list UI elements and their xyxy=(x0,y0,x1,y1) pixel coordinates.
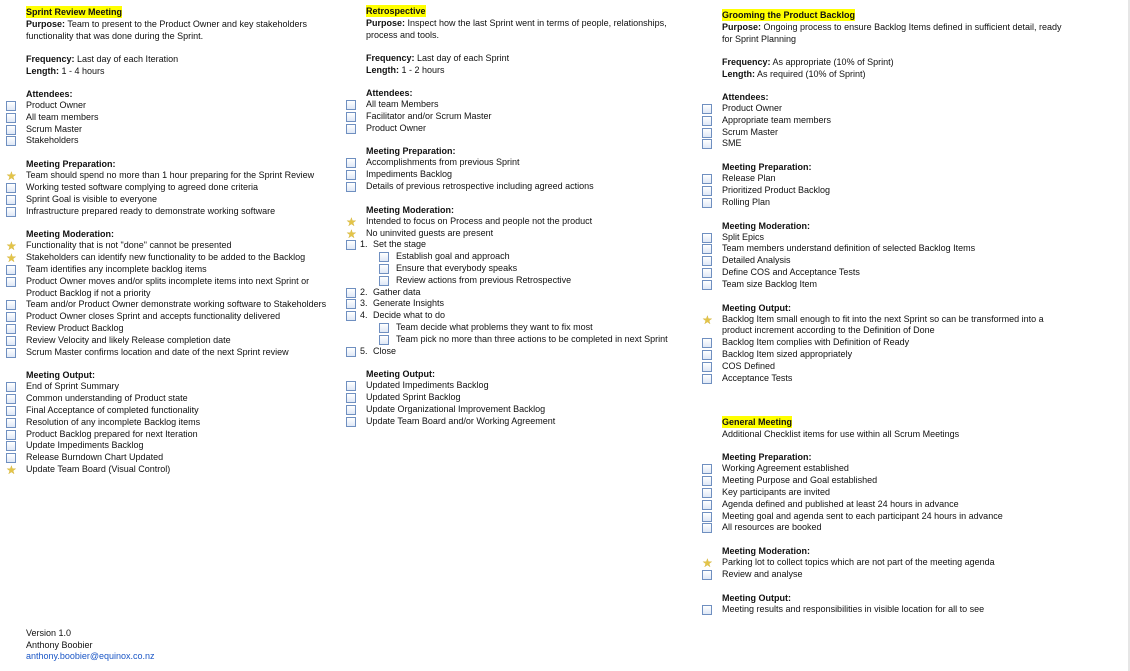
checklist-item[interactable] xyxy=(702,373,1122,385)
purpose-label: Purpose: xyxy=(722,22,762,32)
star-icon: ★ xyxy=(6,462,17,477)
checklist-item-text: Stakeholders xyxy=(26,135,79,146)
checklist-item[interactable] xyxy=(702,557,1122,569)
star-icon: ★ xyxy=(346,226,357,241)
checklist-item-text: Scrum Master confirms location and date of the next Sprint review xyxy=(26,346,289,357)
checkbox-icon[interactable] xyxy=(6,207,16,217)
section-heading-meeting-moderation: Meeting Moderation: xyxy=(26,229,114,240)
section-heading-meeting-preparation: Meeting Preparation: xyxy=(366,146,456,157)
checklist-item[interactable] xyxy=(702,267,1122,279)
checkbox-icon[interactable] xyxy=(702,244,712,254)
frequency-label: Frequency: xyxy=(366,53,415,63)
checklist-item-text: Product Owner xyxy=(722,103,783,113)
section-heading-meeting-preparation: Meeting Preparation: xyxy=(722,162,812,173)
checklist-item[interactable] xyxy=(6,323,342,335)
checklist-item-text: Acceptance Tests xyxy=(722,372,793,383)
document-footer xyxy=(26,628,155,663)
checkbox-icon[interactable] xyxy=(346,124,356,134)
checklist-item[interactable] xyxy=(6,417,342,429)
section-heading-meeting-output: Meeting Output: xyxy=(722,302,791,313)
checklist-item[interactable] xyxy=(6,452,342,464)
checklist-item[interactable] xyxy=(6,240,342,252)
checkbox-icon[interactable] xyxy=(702,570,712,580)
checklist-item-text: Split Epics xyxy=(722,231,765,242)
spacer xyxy=(702,45,1122,56)
checklist-item[interactable] xyxy=(6,252,342,264)
checklist-item[interactable] xyxy=(6,347,342,359)
checklist-item[interactable] xyxy=(702,475,1122,487)
section-heading-meeting-output: Meeting Output: xyxy=(722,592,791,603)
checklist-item[interactable] xyxy=(346,275,696,287)
checklist-item[interactable] xyxy=(346,169,696,181)
checkbox-icon[interactable] xyxy=(702,374,712,384)
length-text: Length: 1 - 2 hours xyxy=(366,65,445,75)
checklist-item[interactable] xyxy=(346,157,696,169)
author-email-link[interactable]: anthony.boobier@equinox.co.nz xyxy=(26,651,155,661)
purpose-label: Purpose: xyxy=(26,19,66,29)
checklist-item-text: product increment according to the Definition of Done xyxy=(722,325,935,336)
checklist-item-text: Key participants are invited xyxy=(722,486,831,497)
checklist-item[interactable] xyxy=(702,337,1122,349)
length-label: Length: xyxy=(722,69,755,79)
checklist-item-text: Product Owner closes Sprint and accepts functionality delivered xyxy=(26,311,281,322)
checkbox-icon[interactable] xyxy=(346,158,356,168)
checklist-item[interactable] xyxy=(6,393,342,405)
checklist-item-text: Product Owner moves and/or splits incomplete items into next Sprint or xyxy=(26,275,310,286)
retrospective-column xyxy=(346,5,696,428)
checkbox-icon[interactable] xyxy=(702,174,712,184)
checklist-item-text: COS Defined xyxy=(722,360,776,371)
checkbox-icon[interactable] xyxy=(702,128,712,138)
checklist-item[interactable] xyxy=(6,299,342,311)
card-title: Sprint Review Meeting xyxy=(26,7,123,17)
checklist-item-text: Stakeholders can identify new functionality to be added to the Backlog xyxy=(26,252,306,263)
checklist-item[interactable] xyxy=(6,100,342,112)
checklist-item[interactable] xyxy=(702,511,1122,523)
purpose-text-cont: process and tools. xyxy=(366,30,440,40)
checklist-item-text: Update Impediments Backlog xyxy=(26,440,144,451)
checkbox-icon[interactable] xyxy=(702,198,712,208)
step-number: 1. xyxy=(360,239,368,250)
checklist-item-text: Update Team Board (Visual Control) xyxy=(26,463,171,474)
checkbox-icon[interactable] xyxy=(6,113,16,123)
checkbox-icon[interactable] xyxy=(6,324,16,334)
checklist-item-text: Parking lot to collect topics which are not part of the meeting agenda xyxy=(722,557,995,568)
checklist-item-text: Decide what to do xyxy=(373,310,446,321)
purpose-text: Purpose: Ongoing process to ensure Backlog Items defined in sufficient detail, ready xyxy=(722,22,1062,32)
checkbox-icon[interactable] xyxy=(702,488,712,498)
star-icon: ★ xyxy=(6,251,17,266)
checkbox-icon[interactable] xyxy=(6,265,16,275)
checklist-item[interactable] xyxy=(346,334,696,346)
purpose-text: Purpose: Team to present to the Product Owner and key stakeholders xyxy=(26,19,307,29)
frequency-text: Frequency: Last day of each Sprint xyxy=(366,53,510,63)
checklist-item-text: Facilitator and/or Scrum Master xyxy=(366,110,492,121)
checkbox-icon[interactable] xyxy=(702,139,712,149)
checkbox-icon[interactable] xyxy=(6,195,16,205)
checklist-item[interactable] xyxy=(6,264,342,276)
checkbox-icon[interactable] xyxy=(6,418,16,428)
checklist-item-text: Infrastructure prepared ready to demonstrate working software xyxy=(26,205,276,216)
checklist-item[interactable] xyxy=(6,276,342,288)
checklist-item[interactable] xyxy=(6,405,342,417)
checkbox-icon[interactable] xyxy=(6,382,16,392)
checklist-item-text: Gather data xyxy=(373,286,421,297)
checklist-item-text: Backlog Item sized appropriately xyxy=(722,348,853,359)
checkbox-icon[interactable] xyxy=(702,512,712,522)
checklist-item-text: Resolution of any incomplete Backlog items xyxy=(26,416,201,427)
checklist-item-text: Impediments Backlog xyxy=(366,169,453,180)
checkbox-icon[interactable] xyxy=(346,170,356,180)
checklist-item-text: Team should spend no more than 1 hour preparing for the Sprint Review xyxy=(26,170,315,181)
checklist-item[interactable] xyxy=(6,440,342,452)
checklist-item-text: Working Agreement established xyxy=(722,463,849,474)
checkbox-icon[interactable] xyxy=(346,405,356,415)
checklist-item[interactable] xyxy=(6,429,342,441)
checklist-item-text: Rolling Plan xyxy=(722,196,771,207)
checklist-item-text: Meeting Purpose and Goal established xyxy=(722,475,878,486)
purpose-text: Purpose: Inspect how the last Sprint went in terms of people, relationships, xyxy=(366,18,667,28)
checkbox-icon[interactable] xyxy=(6,101,16,111)
author-name: Anthony Boobier xyxy=(26,639,93,650)
checkbox-icon[interactable] xyxy=(6,441,16,451)
section-heading-attendees: Attendees: xyxy=(722,92,769,102)
checklist-item[interactable] xyxy=(346,99,696,111)
checklist-item[interactable] xyxy=(702,522,1122,534)
checkbox-icon[interactable] xyxy=(346,393,356,403)
checklist-item-text: Backlog Item complies with Definition of Ready xyxy=(722,337,910,348)
section-heading-attendees: Attendees: xyxy=(366,88,413,98)
star-icon: ★ xyxy=(6,239,17,254)
checklist-item[interactable] xyxy=(346,263,696,275)
checklist-item[interactable] xyxy=(346,181,696,193)
step-number: 2. xyxy=(360,286,368,297)
checkbox-icon[interactable] xyxy=(346,288,356,298)
checkbox-icon[interactable] xyxy=(6,312,16,322)
checklist-item[interactable] xyxy=(6,170,342,182)
checklist-item[interactable] xyxy=(6,194,342,206)
checklist-item-text: Prioritized Product Backlog xyxy=(722,184,831,195)
checklist-item-text: Update Organizational Improvement Backlog xyxy=(366,403,546,414)
spacer xyxy=(6,42,342,53)
general-title-wrap xyxy=(702,416,1122,428)
checkbox-icon[interactable] xyxy=(6,430,16,440)
checklist-item[interactable] xyxy=(702,279,1122,291)
checklist-item[interactable] xyxy=(346,310,696,322)
checklist-item[interactable] xyxy=(702,604,1122,616)
checkbox-icon[interactable] xyxy=(6,453,16,463)
checklist-item-text: Team size Backlog Item xyxy=(722,278,818,289)
checklist-item-text: SME xyxy=(722,138,742,149)
star-icon: ★ xyxy=(702,556,713,571)
purpose-text-cont: functionality that was done during the Sprint. xyxy=(26,31,204,41)
checklist-item[interactable] xyxy=(346,111,696,123)
checklist-item-text: Agenda defined and published at least 24 hours in advance xyxy=(722,498,959,509)
checklist-item-text: Scrum Master xyxy=(26,123,83,134)
star-icon: ★ xyxy=(346,214,357,229)
checkbox-icon[interactable] xyxy=(346,100,356,110)
card-title: Retrospective xyxy=(366,6,426,16)
checklist-item-text: Establish goal and approach xyxy=(396,251,510,262)
checklist-item[interactable] xyxy=(346,251,696,263)
checklist-item[interactable] xyxy=(6,112,342,124)
checkbox-icon[interactable] xyxy=(346,417,356,427)
checklist-item-text: No uninvited guests are present xyxy=(366,227,494,238)
checkbox-icon[interactable] xyxy=(379,252,389,262)
checklist-item-text: Release Plan xyxy=(722,173,776,184)
checklist-item-text: Team identifies any incomplete backlog items xyxy=(26,263,207,274)
section-heading-meeting-moderation: Meeting Moderation: xyxy=(366,204,454,215)
checklist-item-text: Team pick no more than three actions to be completed in next Sprint xyxy=(396,333,668,344)
section-heading-meeting-output: Meeting Output: xyxy=(366,369,435,380)
spacer xyxy=(346,41,696,52)
checklist-item-text: Team and/or Product Owner demonstrate working software to Stakeholders xyxy=(26,299,327,310)
checkbox-icon[interactable] xyxy=(702,605,712,615)
checklist-item[interactable] xyxy=(702,197,1122,209)
checklist-item-text: Review actions from previous Retrospective xyxy=(396,274,572,285)
checklist-item[interactable] xyxy=(6,182,342,194)
checkbox-icon[interactable] xyxy=(346,347,356,357)
checkbox-icon[interactable] xyxy=(702,233,712,243)
purpose-label: Purpose: xyxy=(366,18,406,28)
length-text: Length: 1 - 4 hours xyxy=(26,66,105,76)
checklist-item[interactable] xyxy=(702,463,1122,475)
section-heading-meeting-output: Meeting Output: xyxy=(26,370,95,381)
checkbox-icon[interactable] xyxy=(379,335,389,345)
checklist-item[interactable] xyxy=(702,361,1122,373)
checklist-item[interactable] xyxy=(346,287,696,299)
checkbox-icon[interactable] xyxy=(702,523,712,533)
checklist-item[interactable] xyxy=(346,228,696,240)
length-label: Length: xyxy=(366,65,399,75)
checklist-item[interactable] xyxy=(702,243,1122,255)
checkbox-icon[interactable] xyxy=(6,125,16,135)
star-icon: ★ xyxy=(702,312,713,327)
section-heading-attendees: Attendees: xyxy=(26,89,73,99)
checklist-item[interactable] xyxy=(702,115,1122,127)
checklist-item-text: Product Backlog prepared for next Iteration xyxy=(26,428,198,439)
checklist-item-text: Updated Sprint Backlog xyxy=(366,392,461,403)
checklist-item[interactable] xyxy=(346,416,696,428)
frequency-text: Frequency: As appropriate (10% of Sprint) xyxy=(722,57,894,67)
checklist-item-text: Set the stage xyxy=(373,239,427,250)
checklist-item-text: Review Product Backlog xyxy=(26,322,124,333)
frequency-label: Frequency: xyxy=(26,54,75,64)
checkbox-icon[interactable] xyxy=(346,299,356,309)
checklist-item[interactable] xyxy=(6,311,342,323)
card-title: Grooming the Product Backlog xyxy=(722,10,856,20)
checkbox-icon[interactable] xyxy=(346,182,356,192)
checklist-item-text: Final Acceptance of completed functionality xyxy=(26,404,199,415)
checklist-item[interactable] xyxy=(346,322,696,334)
checkbox-icon[interactable] xyxy=(6,336,16,346)
checkbox-icon[interactable] xyxy=(702,362,712,372)
step-number: 5. xyxy=(360,345,368,356)
checkbox-icon[interactable] xyxy=(702,338,712,348)
card-title-wrap xyxy=(346,5,696,17)
checklist-item-text: Backlog Item small enough to fit into the next Sprint so can be transformed into a xyxy=(722,313,1044,324)
checklist-item-text: Define COS and Acceptance Tests xyxy=(722,266,860,277)
length-label: Length: xyxy=(26,66,59,76)
checklist-item[interactable] xyxy=(702,569,1122,581)
frequency-text: Frequency: Last day of each Iteration xyxy=(26,54,179,64)
checklist-item[interactable] xyxy=(702,314,1122,326)
checklist-item[interactable] xyxy=(346,239,696,251)
checkbox-icon[interactable] xyxy=(6,183,16,193)
checklist-item[interactable] xyxy=(346,346,696,358)
checklist-item[interactable] xyxy=(346,392,696,404)
checklist-item[interactable] xyxy=(702,173,1122,185)
checklist-item-text: Details of previous retrospective including agreed actions xyxy=(366,180,594,191)
checklist-item-text: Functionality that is not "done" cannot be presented xyxy=(26,240,232,251)
star-icon: ★ xyxy=(6,169,17,184)
checkbox-icon[interactable] xyxy=(702,256,712,266)
grooming-column xyxy=(702,9,1122,616)
checkbox-icon[interactable] xyxy=(702,350,712,360)
checklist-item-text: All resources are booked xyxy=(722,522,822,533)
checklist-item[interactable] xyxy=(702,499,1122,511)
checklist-item[interactable] xyxy=(346,404,696,416)
checklist-item-text: All team Members xyxy=(366,99,439,109)
checkbox-icon[interactable] xyxy=(379,264,389,274)
checkbox-icon[interactable] xyxy=(702,500,712,510)
checkbox-icon[interactable] xyxy=(6,277,16,287)
step-number: 4. xyxy=(360,310,368,321)
section-heading-meeting-moderation: Meeting Moderation: xyxy=(722,546,810,557)
checkbox-icon[interactable] xyxy=(6,348,16,358)
checklist-item-text: Review and analyse xyxy=(722,568,803,579)
checkbox-icon[interactable] xyxy=(379,323,389,333)
checklist-item[interactable] xyxy=(702,138,1122,150)
checkbox-icon[interactable] xyxy=(702,476,712,486)
checklist-item[interactable] xyxy=(346,380,696,392)
checkbox-icon[interactable] xyxy=(6,136,16,146)
checkbox-icon[interactable] xyxy=(346,381,356,391)
checkbox-icon[interactable] xyxy=(702,116,712,126)
version-label: Version 1.0 xyxy=(26,628,72,638)
checkbox-icon[interactable] xyxy=(702,186,712,196)
checklist-item-text: Update Team Board and/or Working Agreement xyxy=(366,415,556,426)
checklist-item-text: Common understanding of Product state xyxy=(26,393,188,404)
checklist-item[interactable] xyxy=(702,185,1122,197)
checklist-item-text: Release Burndown Chart Updated xyxy=(26,452,164,463)
checklist-item-text: All team members xyxy=(26,111,99,122)
checkbox-icon[interactable] xyxy=(6,406,16,416)
checklist-item-text: Intended to focus on Process and people not the product xyxy=(366,215,593,226)
checklist-item[interactable] xyxy=(346,216,696,228)
general-subtitle: Additional Checklist items for use within all Scrum Meetings xyxy=(722,429,960,440)
checklist-item-text: Review Velocity and likely Release completion date xyxy=(26,334,231,345)
checklist-item[interactable] xyxy=(6,464,342,476)
checkbox-icon[interactable] xyxy=(6,394,16,404)
checkbox-icon[interactable] xyxy=(346,240,356,250)
checkbox-icon[interactable] xyxy=(346,112,356,122)
checklist-item[interactable] xyxy=(702,255,1122,267)
length-text: Length: As required (10% of Sprint) xyxy=(722,69,866,79)
checklist-item-text: End of Sprint Summary xyxy=(26,381,120,392)
checkbox-icon[interactable] xyxy=(346,311,356,321)
checkbox-icon[interactable] xyxy=(702,268,712,278)
checkbox-icon[interactable] xyxy=(702,104,712,114)
step-number: 3. xyxy=(360,298,368,309)
section-heading-meeting-moderation: Meeting Moderation: xyxy=(722,220,810,231)
purpose-text-cont: for Sprint Planning xyxy=(722,34,797,44)
section-heading-meeting-preparation: Meeting Preparation: xyxy=(722,452,812,463)
checkbox-icon[interactable] xyxy=(702,280,712,290)
checklist-item[interactable] xyxy=(702,232,1122,244)
checklist-item-text: Product Owner xyxy=(26,100,87,110)
checklist-item[interactable] xyxy=(6,135,342,147)
checklist-item-text: Product Owner xyxy=(366,122,427,133)
checklist-item[interactable] xyxy=(702,349,1122,361)
checklist-item-text: Team decide what problems they want to fix most xyxy=(396,321,593,332)
checklist-item-text: Product Backlog if not a priority xyxy=(26,287,151,298)
checklist-item[interactable] xyxy=(346,123,696,135)
checklist-item-text: Meeting goal and agenda sent to each participant 24 hours in advance xyxy=(722,510,1003,521)
checkbox-icon[interactable] xyxy=(6,300,16,310)
sprint-review-column xyxy=(6,6,342,476)
card-title-wrap xyxy=(6,6,342,18)
checklist-item[interactable] xyxy=(6,381,342,393)
checklist-item-text: Detailed Analysis xyxy=(722,255,791,266)
checklist-item-text: Ensure that everybody speaks xyxy=(396,262,518,273)
checklist-item-text: Scrum Master xyxy=(722,126,779,137)
checklist-item-text: Close xyxy=(373,345,397,356)
section-heading-meeting-preparation: Meeting Preparation: xyxy=(26,159,116,170)
checklist-item[interactable] xyxy=(6,335,342,347)
frequency-label: Frequency: xyxy=(722,57,771,67)
checklist-item[interactable] xyxy=(702,127,1122,139)
checklist-item[interactable] xyxy=(346,298,696,310)
checklist-item-text: Team members understand definition of selected Backlog Items xyxy=(722,243,976,254)
checklist-item xyxy=(6,288,342,300)
checklist-item[interactable] xyxy=(6,124,342,136)
checklist-item-text: Updated Impediments Backlog xyxy=(366,380,489,391)
card-title-wrap xyxy=(702,9,1122,21)
general-meeting-title: General Meeting xyxy=(722,417,793,428)
checklist-item-text: Accomplishments from previous Sprint xyxy=(366,157,520,168)
checkbox-icon[interactable] xyxy=(702,464,712,474)
checklist-item-text: Appropriate team members xyxy=(722,114,832,125)
checklist-item[interactable] xyxy=(6,206,342,218)
checklist-item-text: Sprint Goal is visible to everyone xyxy=(26,193,158,204)
checklist-item[interactable] xyxy=(702,487,1122,499)
checklist-item[interactable] xyxy=(702,103,1122,115)
checklist-item xyxy=(702,325,1122,337)
checklist-item-text: Generate Insights xyxy=(373,298,445,309)
checklist-item-text: Meeting results and responsibilities in visible location for all to see xyxy=(722,603,985,614)
checkbox-icon[interactable] xyxy=(379,276,389,286)
checklist-item-text: Working tested software complying to agreed done criteria xyxy=(26,181,258,192)
